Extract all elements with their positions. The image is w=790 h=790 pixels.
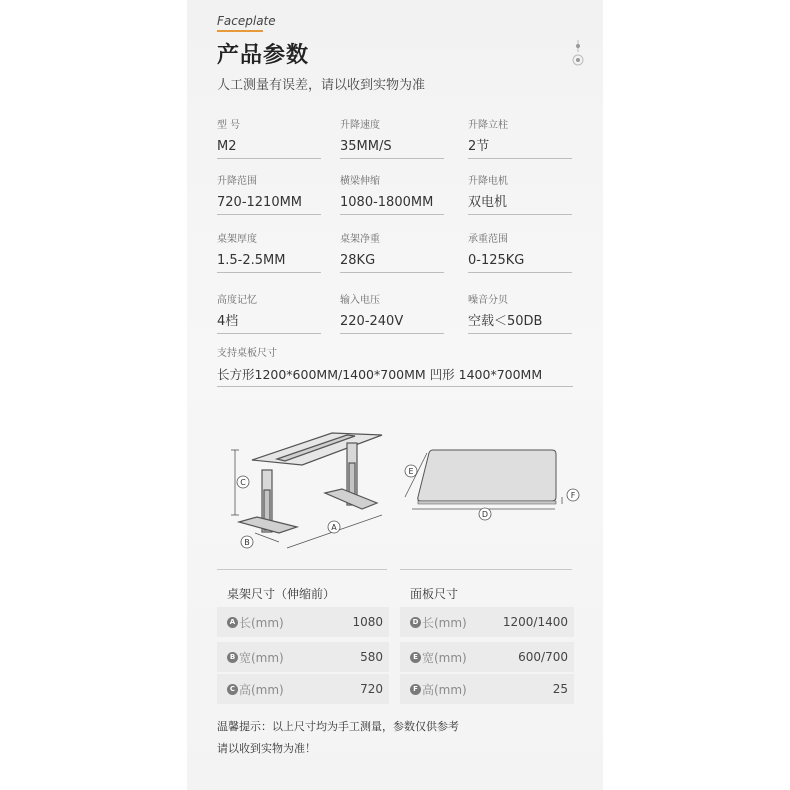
frame-table-rule: [217, 569, 387, 570]
spec-label: 升降速度: [340, 120, 380, 131]
spec-label: 升降立柱: [468, 120, 508, 131]
brand-label: Faceplate: [217, 14, 276, 28]
diagram-label-f: F: [570, 491, 576, 500]
label-badge-b: [241, 536, 253, 548]
row-name: 宽(mm): [239, 650, 284, 665]
badge-d: D: [410, 617, 421, 628]
spec-value: 4档: [217, 310, 321, 334]
badge-b: B: [227, 652, 238, 663]
board-table-rule: [400, 569, 572, 570]
spec-label: 噪音分贝: [468, 295, 508, 306]
dimension-diagram: [217, 405, 587, 565]
row-value: 1200/1400: [502, 615, 568, 629]
diagram-label-b: B: [244, 538, 250, 547]
spec-value: 220-240V: [340, 310, 444, 334]
spec-label: 升降范围: [217, 176, 257, 187]
badge-f: F: [410, 684, 421, 695]
table-row: [400, 642, 574, 672]
spec-input-voltage: [340, 292, 444, 334]
row-name: 高(mm): [239, 682, 284, 697]
spec-label: 输入电压: [340, 295, 380, 306]
table-row: [217, 642, 389, 672]
diagram-label-e: E: [408, 467, 414, 476]
spec-value: 双电机: [468, 191, 572, 215]
spec-value: 1.5-2.5MM: [217, 249, 321, 273]
label-badge-a: [328, 521, 340, 533]
table-row: [217, 607, 389, 637]
spec-model: [217, 117, 321, 159]
page-title: 产品参数: [217, 43, 310, 68]
spec-columns: [468, 117, 572, 159]
spec-value: 0-125KG: [468, 249, 572, 273]
desktop-board-illustration: [418, 450, 556, 504]
spec-lift-range: [217, 173, 321, 215]
spec-label: 高度记忆: [217, 295, 257, 306]
row-value: 25: [552, 682, 568, 696]
spec-desktop-size: [217, 345, 573, 387]
spec-value: 720-1210MM: [217, 191, 321, 215]
row-name: 长(mm): [422, 615, 467, 630]
spec-height-memory: [217, 292, 321, 334]
spec-label: 桌架净重: [340, 234, 380, 245]
row-value: 720: [360, 682, 383, 696]
note-line-2: 请以收到实物为准！: [217, 742, 316, 755]
spec-noise: [468, 292, 572, 334]
spec-label: 承重范围: [468, 234, 508, 245]
spec-value: 35MM/S: [340, 135, 444, 159]
spec-net-weight: [340, 231, 444, 273]
table-row: [400, 607, 574, 637]
frame-table-title: 桌架尺寸（伸缩前）: [227, 587, 336, 601]
spec-label: 桌架厚度: [217, 234, 257, 245]
diagram-label-c: C: [240, 478, 246, 487]
spec-lift-speed: [340, 117, 444, 159]
badge-c: C: [227, 684, 238, 695]
spec-beam-extension: [340, 173, 444, 215]
table-row: [217, 674, 389, 704]
spec-load-range: [468, 231, 572, 273]
spec-value: 2节: [468, 135, 572, 159]
spec-frame-thickness: [217, 231, 321, 273]
row-name: 长(mm): [239, 615, 284, 630]
spec-value: 长方形1200*600MM/1400*700MM 凹形 1400*700MM: [217, 363, 573, 387]
board-table-title: 面板尺寸: [410, 587, 459, 601]
label-badge-d: [479, 508, 491, 520]
spec-motor: [468, 173, 572, 215]
row-name: 宽(mm): [422, 650, 467, 665]
note-line-1: 温馨提示：以上尺寸均为手工测量，参数仅供参考: [217, 720, 459, 733]
diagram-label-a: A: [331, 523, 337, 532]
row-value: 1080: [352, 615, 383, 629]
spec-label: 横梁伸缩: [340, 176, 380, 187]
badge-a: A: [227, 617, 238, 628]
spec-value: 28KG: [340, 249, 444, 273]
label-badge-c: [237, 476, 249, 488]
label-badge-e: [405, 465, 417, 477]
row-name: 高(mm): [422, 682, 467, 697]
label-badge-f: [567, 489, 579, 501]
spec-value: M2: [217, 135, 321, 159]
row-value: 580: [360, 650, 383, 664]
badge-e: E: [410, 652, 421, 663]
table-row: [400, 674, 574, 704]
spec-label: 升降电机: [468, 176, 508, 187]
row-value: 600/700: [518, 650, 568, 664]
spec-value: 空载＜50DB: [468, 310, 572, 334]
brand-underline: [217, 30, 263, 32]
scroll-indicator-icon: [570, 38, 586, 78]
spec-value: 1080-1800MM: [340, 191, 444, 215]
desk-frame-illustration: [239, 433, 382, 533]
page-subtitle: 人工测量有误差，请以收到实物为准: [217, 78, 426, 93]
spec-label: 支持桌板尺寸: [217, 348, 277, 359]
spec-label: 型 号: [217, 120, 241, 131]
diagram-label-d: D: [481, 510, 489, 519]
